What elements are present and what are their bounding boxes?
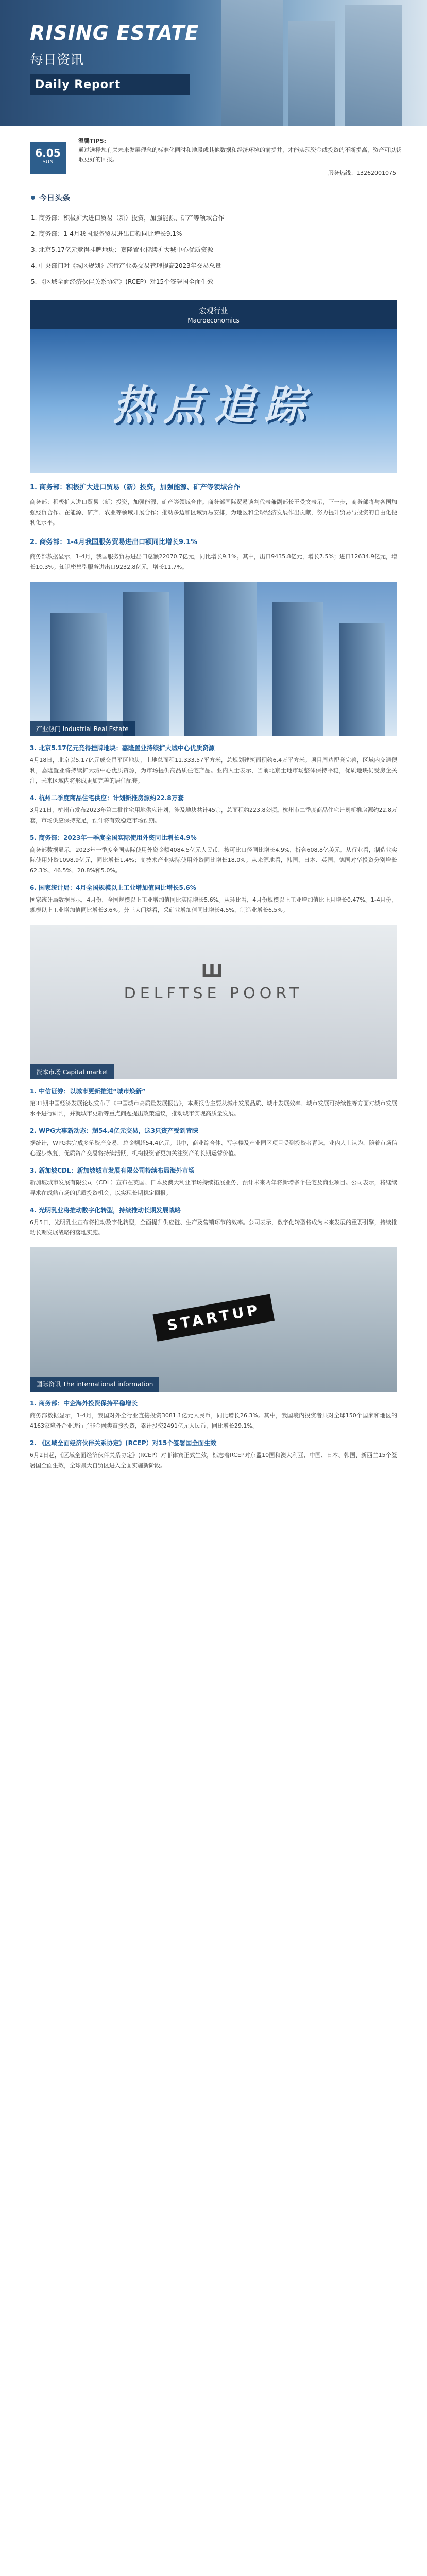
header-building [345,5,402,126]
caption-wrap [30,1377,159,1392]
section-body: 第31期中国经济发展论坛发布了《中国城市高质量发展报告》，本期报告主要从城市发展品质、城市发展效率、城市发展可持续性等方面对城市发展水平进行研判，并就城市更新等重点问题提出政策建议，推动城市实现高质量发展。 [30,1100,397,1117]
headline-list [31,210,396,290]
article-body: 商务部数据显示，1-4月，我国服务贸易进出口总额22070.7亿元，同比增长9.1%。其中，出口9435.8亿元，增长7.5%；进口12634.9亿元，增长10.3%。知识密集型服务进出口9232.8亿元，增长11.7%。 [30,553,397,570]
date-box [30,142,66,174]
headline-item[interactable]: 5. 《区域全面经济伙伴关系协定》(RCEP）对15个签署国全面生效 [31,274,396,290]
caption-wrap [30,1064,114,1079]
startup-sign: STARTUP [152,1294,275,1341]
section-title: 3. 北京5.17亿元竞得挂牌地块：嘉隆置业持续扩大城中心优质资源 [30,744,215,752]
headline-item[interactable]: 3. 北京5.17亿元竞得挂牌地块：嘉隆置业持续扩大城中心优质资源 [31,242,396,258]
section-title: 3. 新加坡CDL：新加坡城市发展有限公司持续布局海外市场 [30,1167,195,1174]
section-body: 商务部数据显示，2023年一季度全国实际使用外资金额4084.5亿元人民币，按可比口径同比增长4.9%，折合608.8亿美元。从行业看，制造业实际使用外资1098.9亿元，同比增长1.4%；高技术产业实际使用外资同比增长18.0%。从来源地看，韩国、日本、英国、德国对华投资分别增长62.3%、46.5%、20.8%和5.0%。 [30,846,397,874]
building-shape [339,623,385,736]
today-heading [31,192,396,203]
macro-band [30,300,397,329]
photo-caption: 资本市场 Capital market [30,1064,114,1079]
date-day: 6.05 [35,147,61,159]
section-body: 3月21日，杭州市发布2023年第二批住宅用地供应计划，涉及地块共计45宗，总面积约223.8公顷。杭州市二季度商品住宅计划新推房源约22.8万套，市场供应保持充足，预计将有效稳定市场预期。 [30,807,397,824]
article-2 [0,528,427,572]
footer-spacer [0,1471,427,1492]
building-shape [123,592,169,736]
capital-market-photo [30,925,397,1079]
section-body: 据统计，WPG共完成多笔资产交易，总金额超54.4亿元。其中，商业综合体、写字楼及产业园区项目受到投资者青睐。业内人士认为，随着市场信心逐步恢复，优质资产交易将持续活跃，机构投资者更加关注资产的长期运营价值。 [30,1140,397,1157]
delft-mark: Ш [201,961,226,981]
building-shape [184,582,257,736]
delft-name: DELFTSE POORT [124,985,303,1003]
delft-logo [124,961,303,1003]
section-title: 1. 商务部：中企海外投资保持平稳增长 [30,1400,138,1407]
article-body: 商务部：积极扩大进口贸易（新）投资，加强能源、矿产等领域合作。商务部国际贸易谈判代表兼副部长王受文表示，下一步，商务部将与各国加强经贸合作。在能源、矿产、农业等领域开展合作；推动多边和区域贸易安排，为地区和全球经济发展作出贡献，努力提升贸易与投资的自由化便利化水平。 [30,499,397,526]
hero-text: 热点追踪 [112,381,315,429]
header-title-block [30,22,199,95]
header-building [288,21,335,126]
tips-title: 温馨TIPS: [78,138,106,144]
section-title: 4. 杭州二季度商品住宅供应：计划新推房源约22.8万套 [30,794,184,802]
article-1 [0,473,427,528]
tips-text: 通过选择您有关未来发展理念的标准化同时和地段或其他数据和经济环境的前提并，才能实现资金或投资的不断提高，资产可以获取更好的回报。 [78,147,401,163]
macro-band-cn: 宏观行业 [199,307,228,315]
header-subtitle: 每日资讯 [30,53,84,68]
macro-band-en: Macroeconomics [187,317,240,324]
section-title: 1. 中信证券：以城市更新推进“城市焕新” [30,1088,146,1095]
section-title: 2. WPG大事新动态：超54.4亿元交易，这3只资产受到青睐 [30,1127,198,1134]
tips-block [78,137,401,164]
header-bar: Daily Report [30,74,190,95]
article-title: 2. 商务部：1-4月我国服务贸易进出口额同比增长9.1% [30,538,198,546]
today-headlines [0,177,427,290]
hot-topic-hero [30,329,397,473]
header-banner [0,0,427,126]
headline-item[interactable]: 1. 商务部：积极扩大进口贸易（新）投资，加强能源、矿产等领域合作 [31,210,396,226]
section-title: 5. 商务部：2023年一季度全国实际使用外资同比增长4.9% [30,834,197,841]
section-body: 国家统计局数据显示，4月份，全国规模以上工业增加值同比实际增长5.6%。从环比看，4月份规模以上工业增加值比上月增长0.47%。1-4月份，规模以上工业增加值同比增长3.6%。分三大门类看，采矿业增加值同比增长4.5%，制造业增长6.5%。 [30,896,397,913]
photo-caption: 国际资讯 The international information [30,1377,159,1392]
contact-line: 服务热线：13262001075 [328,170,396,176]
date-weekday: SUN [42,159,54,165]
section-body: 新加坡城市发展有限公司（CDL）宣布在英国、日本及澳大利亚市场持续拓展业务，预计未来两年将新增多个住宅及商业项目。公司表示，将继续寻求在成熟市场的优质投资机会，以实现长期稳定回报。 [30,1179,397,1196]
section-body: 6月2日起，《区域全面经济伙伴关系协定》(RCEP）对菲律宾正式生效，标志着RCEP对东盟10国和澳大利亚、中国、日本、韩国、新西兰15个签署国全面生效，全球最大自贸区进入全面实施新阶段。 [30,1452,397,1469]
section-body: 4月18日，北京以5.17亿元成交昌平区地块，土地总面积11,333.57平方米，总规划建筑面积约6.4万平方米。项目周边配套完善，区域内交通便利，嘉隆置业将持续扩大城中心优质资源，为市场提供高品质住宅产品。业内人士表示，当前北京土地市场整体保持平稳，优质地块仍受房企关注，未来区域内将形成更加完善的居住配套。 [30,757,397,784]
header-title: RISING ESTATE [30,22,199,44]
section-title: 6. 国家统计局：4月全国规模以上工业增加值同比增长5.6% [30,884,196,891]
international-photo [30,1247,397,1392]
section-title: 2. 《区域全面经济伙伴关系协定》(RCEP）对15个签署国全面生效 [30,1439,217,1447]
section-body: 商务部数据显示，1-4月，我国对外全行业直接投资3081.1亿元人民币，同比增长26.3%。其中，我国境内投资者共对全球150个国家和地区的4163家境外企业进行了非金融类直接投资，累计投资2491亿元人民币，同比增长29.1%。 [30,1412,397,1429]
building-shape [272,602,323,736]
bullet-icon [31,196,35,200]
headline-item[interactable]: 2. 商务部：1-4月我国服务贸易进出口额同比增长9.1% [31,226,396,242]
industry-photo [30,582,397,736]
building-shape [50,613,107,736]
section-body: 6月5日，光明乳业宣布将推动数字化转型，全面提升供应链、生产及营销环节的效率。公司表示，数字化转型将成为未来发展的重要引擎，持续推动长期发展战略的落地实施。 [30,1219,397,1236]
intro-section [0,126,427,177]
photo-caption: 产业热门 Industrial Real Estate [30,721,135,736]
header-building [221,0,283,126]
today-heading-text: 今日头条 [39,193,71,202]
article-title: 1. 商务部：积极扩大进口贸易（新）投资，加强能源、矿产等领域合作 [30,484,241,492]
section-title: 4. 光明乳业将推动数字化转型，持续推动长期发展战略 [30,1207,181,1214]
headline-item[interactable]: 4. 中央部门对《城区规划》施行产业类交易管理提高2023年交易总量 [31,258,396,274]
